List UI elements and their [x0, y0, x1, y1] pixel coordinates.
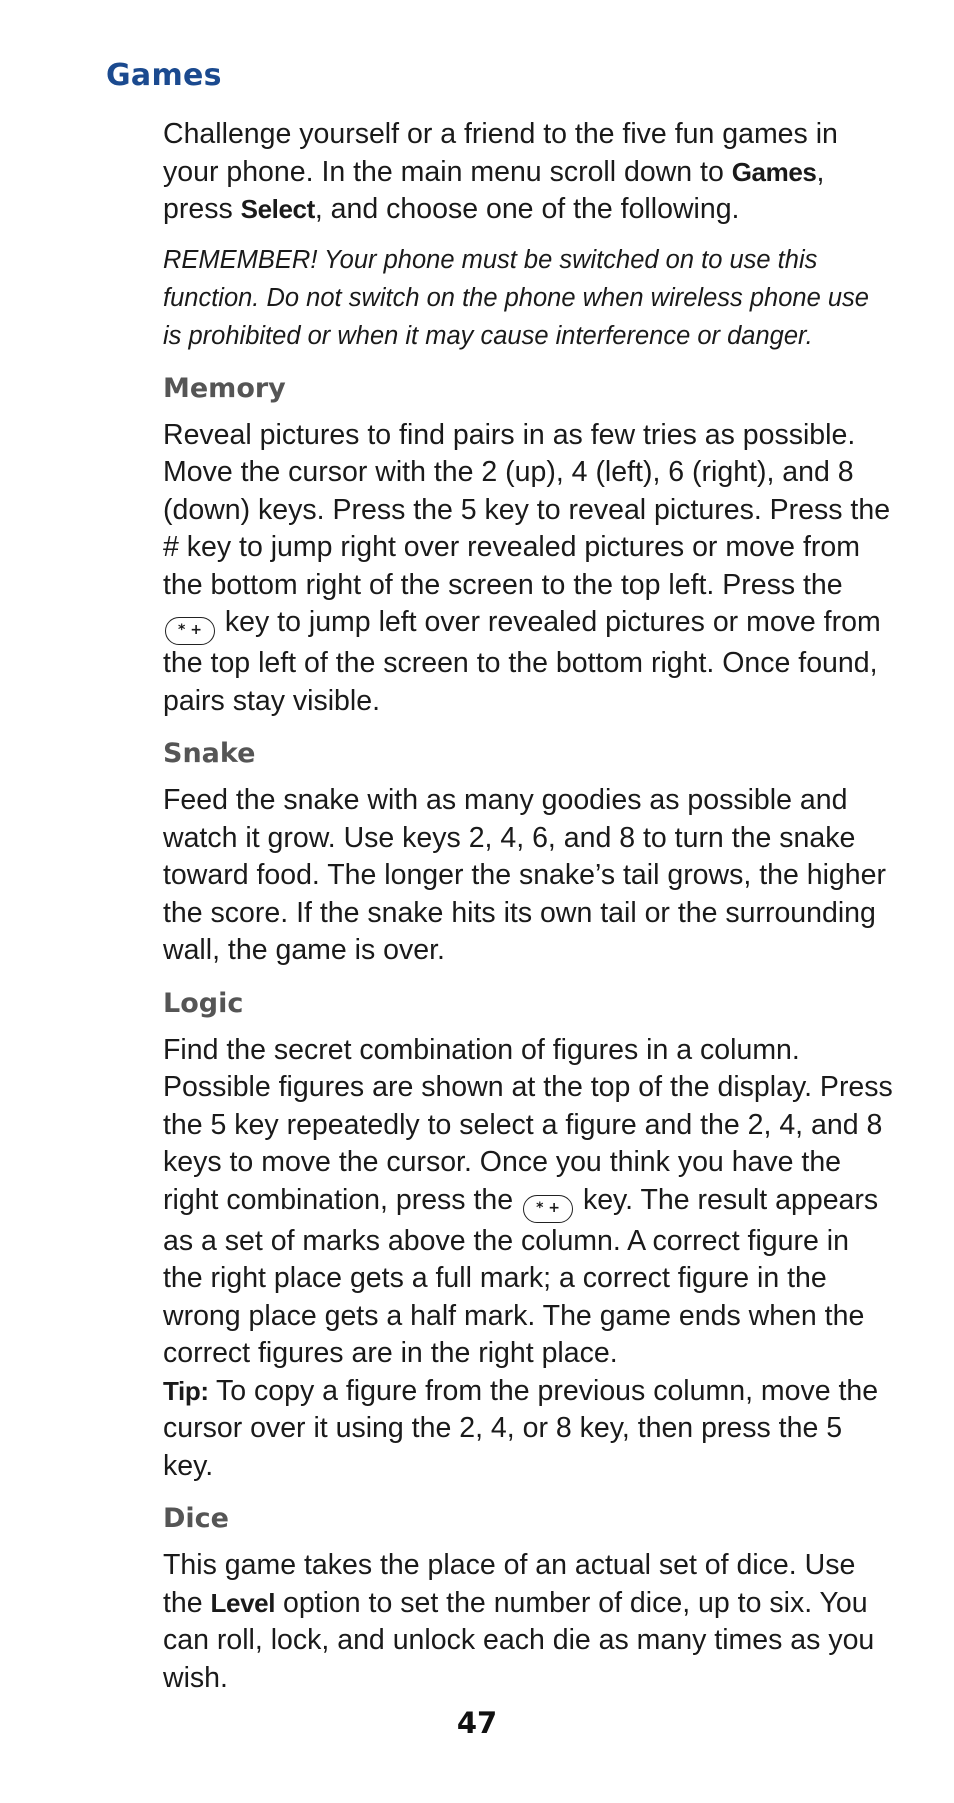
- star-plus-key-icon: * +: [165, 617, 215, 645]
- menu-term-level: Level: [210, 1587, 276, 1618]
- logic-text: key. The result appears as a set of marks above the column. A correct figure in the right place gets a full mark; a correct figure in the wrong place gets a half mark. The game ends when the correct figures are in the right place.: [163, 1183, 879, 1369]
- section-heading-memory: Memory: [163, 372, 286, 404]
- intro-paragraph: [163, 116, 893, 229]
- section-heading-dice: Dice: [163, 1503, 229, 1534]
- intro-text: , and choose one of the following.: [314, 193, 740, 225]
- section-heading-snake: Snake: [163, 738, 256, 769]
- tip-label: Tip:: [163, 1375, 209, 1406]
- page-title: Games: [106, 58, 222, 93]
- dice-text: This game takes the place of an actual set of dice. Use the: [163, 1549, 856, 1619]
- page-number: 47: [456, 1706, 498, 1740]
- tip-text: To copy a figure from the previous column, move the cursor over it using the 2, 4, or 8 key, then press the 5 key.: [163, 1374, 879, 1482]
- logic-text: Find the secret combination of figures in a column. Possible figures are shown at the top of the display. Press the 5 key repeatedly to select a figure and the 2, 4, and 8 keys to move the cursor. Once you think you have the right combination, press the: [163, 1033, 893, 1216]
- memory-text: Reveal pictures to find pairs in as few tries as possible. Move the cursor with the 2 (up), 4 (left), 6 (right), and 8 (down) keys. Press the 5 key to reveal pictures. Press the # key to jump right over revealed pictures or move from the bottom right of the screen to the top left. Press the: [163, 418, 891, 601]
- safety-note: REMEMBER! Your phone must be switched on to use this function. Do not switch on the phone when wireless phone use is prohibited or when it may cause interference or danger.: [163, 245, 869, 350]
- snake-paragraph: Feed the snake with as many goodies as possible and watch it grow. Use keys 2, 4, 6, and 8 to turn the snake toward food. The longer the snake’s tail grows, the higher the score. If the snake hits its own tail or the surrounding wall, the game is over.: [163, 784, 886, 966]
- dice-text: option to set the number of dice, up to six. You can roll, lock, and unlock each die as many times as you wish.: [163, 1586, 875, 1694]
- section-heading-logic: Logic: [163, 987, 244, 1019]
- dice-paragraph: [163, 1547, 893, 1697]
- memory-text: key to jump left over revealed pictures or move from the top left of the screen to the bottom right. Once found, pairs stay visible.: [163, 606, 881, 717]
- menu-term-select: Select: [240, 194, 315, 224]
- logic-paragraph: [163, 1032, 893, 1486]
- intro-text: , press: [163, 155, 825, 225]
- menu-term-games: Games: [731, 156, 817, 187]
- intro-text: Challenge yourself or a friend to the five fun games in your phone. In the main menu scroll down to: [163, 118, 838, 188]
- star-plus-key-icon: * +: [523, 1195, 573, 1223]
- memory-paragraph: [163, 417, 893, 721]
- page-content: [163, 116, 893, 1697]
